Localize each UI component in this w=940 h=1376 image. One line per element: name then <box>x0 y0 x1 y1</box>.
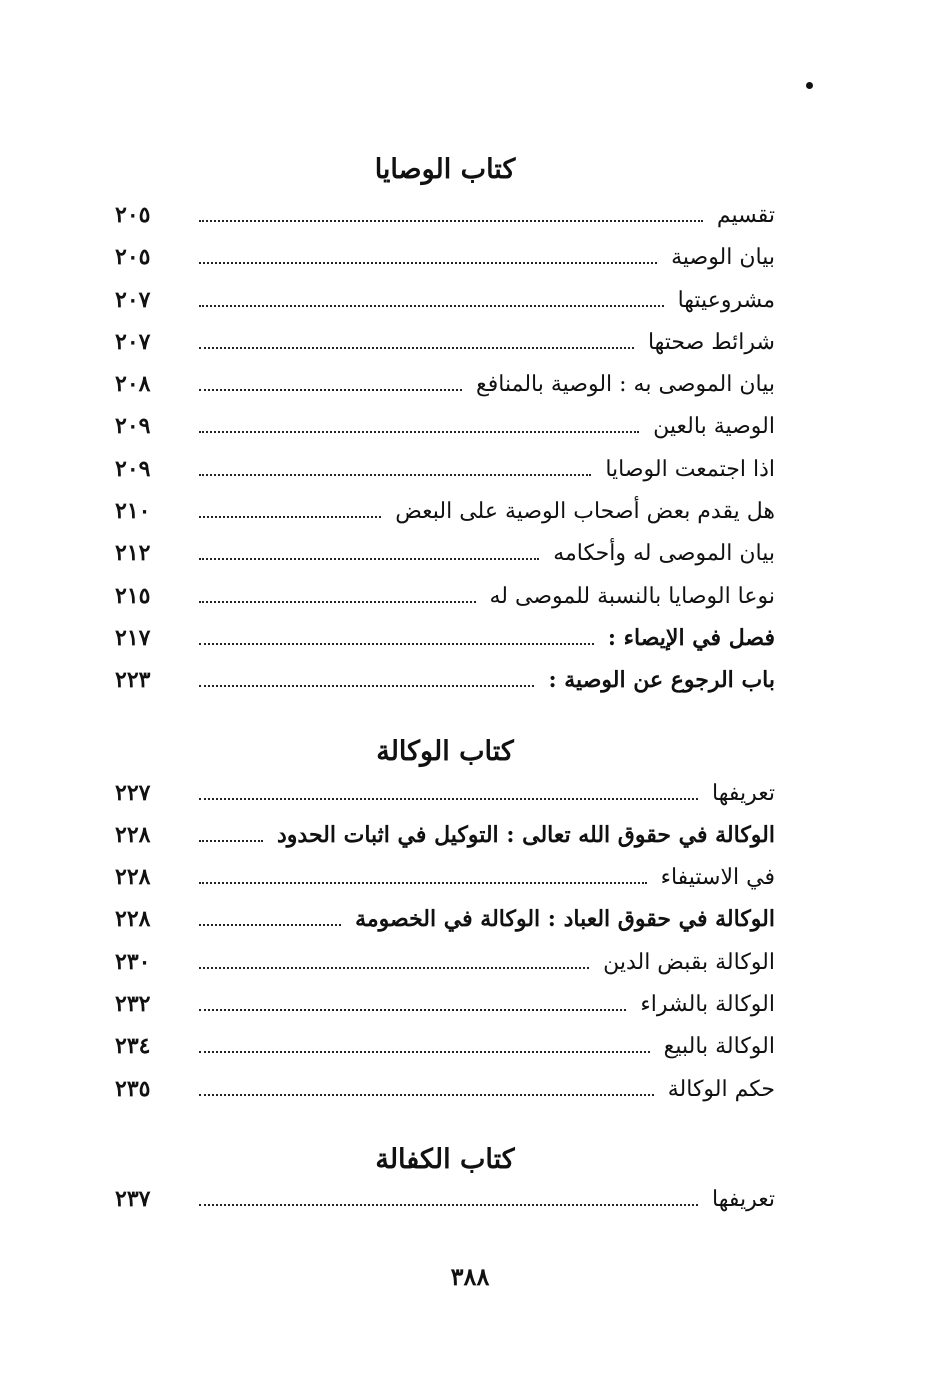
dot-leader <box>199 1203 698 1206</box>
dot-leader <box>199 966 589 969</box>
entry-title: تقسيم <box>716 203 775 228</box>
toc-entry <box>115 498 775 540</box>
entry-page-number: ٢٢٣ <box>115 667 151 694</box>
dot-leader <box>199 219 703 222</box>
dot-leader <box>199 515 381 518</box>
dot-leader <box>199 1050 650 1053</box>
toc-entry <box>115 1033 775 1075</box>
entry-title: بيان الموصى به : الوصية بالمنافع <box>476 372 775 398</box>
entry-title: فصل في الإيصاء : <box>607 624 775 651</box>
dot-leader <box>199 261 657 264</box>
toc-entry <box>115 1076 775 1118</box>
entry-title: بيان الوصية <box>671 245 775 271</box>
entry-page-number: ٢٣٥ <box>115 1075 151 1102</box>
page-number: ٣٨٨ <box>450 1262 490 1291</box>
dot-leader <box>199 839 263 842</box>
entry-page-number: ٢٣٧ <box>115 1185 151 1212</box>
entry-title: الوكالة في حقوق الله تعالى : التوكيل في اثبات الحدود <box>276 821 775 848</box>
entry-page-number: ٢٢٨ <box>115 906 151 933</box>
dot-leader <box>199 1093 654 1096</box>
entry-title: هل يقدم بعض أصحاب الوصية على البعض <box>395 499 775 525</box>
entry-page-number: ٢١٥ <box>115 582 151 609</box>
dot-leader <box>199 923 341 926</box>
entry-page-number: ٢٠٩ <box>115 413 151 440</box>
entry-title: حكم الوكالة <box>667 1076 775 1102</box>
toc-entry <box>115 371 775 413</box>
dot-leader <box>199 388 462 391</box>
entry-page-number: ٢٠٥ <box>115 202 151 228</box>
entry-page-number: ٢٢٨ <box>115 821 151 848</box>
section-entries-wakala <box>115 780 775 1118</box>
entry-title: بيان الموصى له وأحكامه <box>553 541 775 567</box>
toc-entry <box>115 949 775 991</box>
entry-title: في الاستيفاء <box>660 865 775 891</box>
entry-page-number: ٢٠٥ <box>115 244 151 271</box>
entry-page-number: ٢٠٧ <box>115 328 151 355</box>
toc-entry <box>115 244 775 286</box>
entry-title: اذا اجتمعت الوصايا <box>605 456 775 482</box>
dot-leader <box>199 473 591 476</box>
dot-leader <box>199 684 534 687</box>
toc-entry <box>115 287 775 329</box>
toc-entry <box>115 413 775 455</box>
entry-page-number: ٢٣٢ <box>115 991 151 1018</box>
toc-entry <box>115 991 775 1033</box>
entry-page-number: ٢٢٨ <box>115 864 151 891</box>
section-title-wasaya: كتاب الوصايا <box>374 154 516 185</box>
toc-entry <box>115 583 775 625</box>
table-of-contents <box>115 150 775 1228</box>
ink-dot <box>806 82 813 89</box>
entry-page-number: ٢٣٠ <box>115 948 151 975</box>
toc-entry <box>115 202 775 244</box>
entry-title: نوعا الوصايا بالنسبة للموصى له <box>489 583 775 609</box>
entry-page-number: ٢٣٤ <box>115 1033 151 1060</box>
toc-entry <box>115 906 775 948</box>
entry-page-number: ٢٠٨ <box>115 371 151 398</box>
entry-title: الوكالة في حقوق العباد : الوكالة في الخصومة <box>355 906 775 933</box>
dot-leader <box>199 346 634 349</box>
toc-entry <box>115 780 775 822</box>
dot-leader <box>199 430 639 433</box>
toc-entry <box>115 1186 775 1228</box>
entry-title: الوصية بالعين <box>653 414 775 440</box>
dot-leader <box>199 557 539 560</box>
section-title-kafala: كتاب الكفالة <box>375 1143 515 1175</box>
entry-title: تعريفها <box>712 1186 775 1212</box>
toc-entry <box>115 456 775 498</box>
toc-entry <box>115 540 775 582</box>
dot-leader <box>199 600 476 603</box>
entry-page-number: ٢١٢ <box>115 540 151 567</box>
entry-title: شرائط صحتها <box>647 329 775 355</box>
entry-title: تعريفها <box>712 780 775 806</box>
entry-title: الوكالة بقبض الدين <box>603 949 775 975</box>
entry-page-number: ٢٠٧ <box>115 286 151 313</box>
entry-title: مشروعيتها <box>677 287 775 313</box>
dot-leader <box>199 881 647 884</box>
toc-entry <box>115 329 775 371</box>
dot-leader <box>199 797 698 800</box>
section-entries-wasaya <box>115 202 775 710</box>
entry-page-number: ٢١٠ <box>115 498 151 525</box>
dot-leader <box>199 1008 626 1011</box>
entry-page-number: ٢٢٧ <box>115 779 151 806</box>
section-entries-kafala <box>115 1186 775 1228</box>
entry-title: باب الرجوع عن الوصية : <box>548 667 775 694</box>
toc-entry <box>115 864 775 906</box>
toc-entry <box>115 667 775 709</box>
dot-leader <box>199 642 594 645</box>
section-title-wakala: كتاب الوكالة <box>376 735 514 767</box>
entry-page-number: ٢١٧ <box>115 624 151 651</box>
toc-entry <box>115 625 775 667</box>
toc-entry <box>115 822 775 864</box>
entry-page-number: ٢٠٩ <box>115 455 151 482</box>
dot-leader <box>199 304 664 307</box>
entry-title: الوكالة بالبيع <box>663 1034 775 1060</box>
entry-title: الوكالة بالشراء <box>640 992 775 1018</box>
